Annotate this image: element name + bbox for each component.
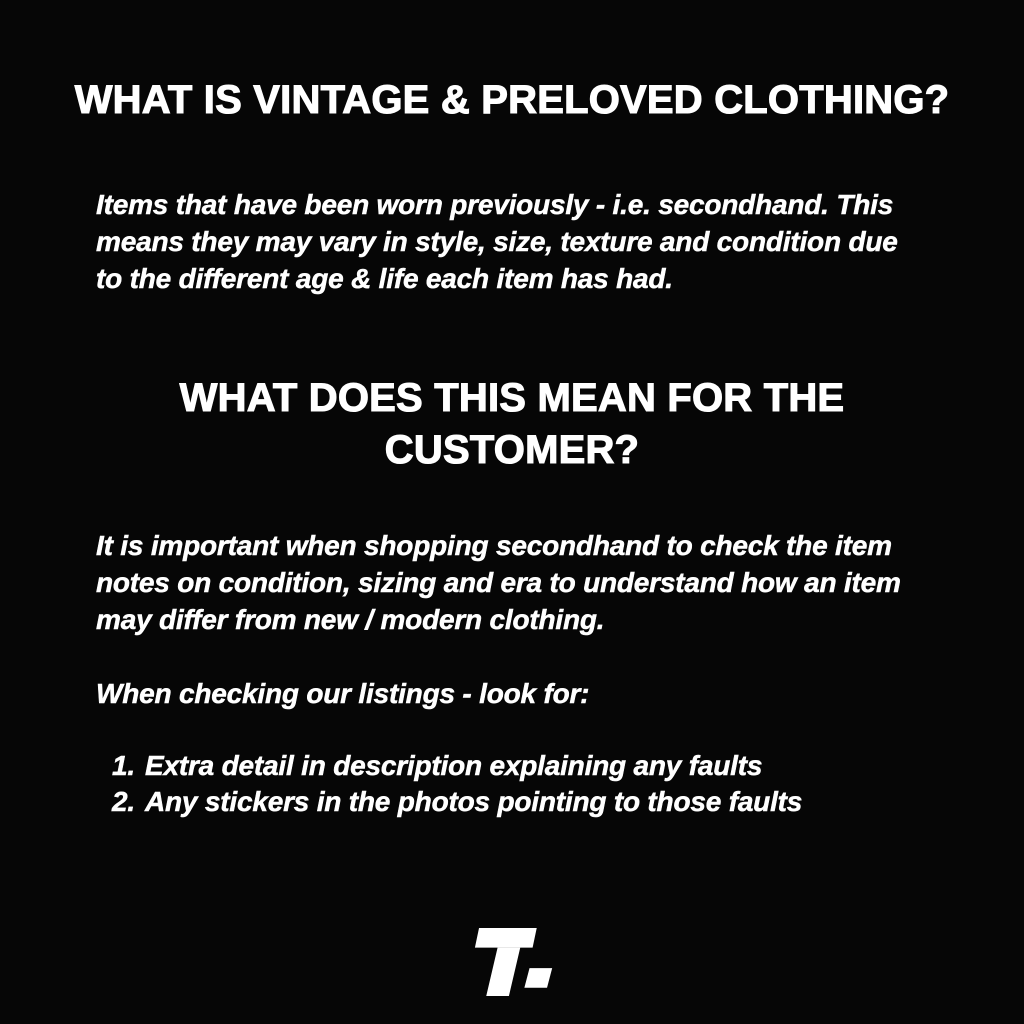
checklist-item-number: 2. xyxy=(112,786,135,817)
logo-t-bar xyxy=(475,928,537,948)
logo-period xyxy=(524,968,552,988)
section-title-line: WHAT DOES THIS MEAN FOR THE xyxy=(179,376,845,420)
logo-t-stem xyxy=(486,948,520,996)
checklist-item xyxy=(103,784,963,820)
brand-logo-icon xyxy=(470,928,554,996)
checklist-item-text: Extra detail in description explaining any faults xyxy=(145,750,763,781)
intro-line: to the different age & life each item has had. xyxy=(96,263,673,294)
intro-paragraph xyxy=(96,186,956,297)
intro-line: means they may vary in style, size, texture and condition due xyxy=(96,226,898,257)
customer-info-line: notes on condition, sizing and era to understand how an item xyxy=(96,567,901,598)
listings-intro-text: When checking our listings - look for: xyxy=(96,678,590,709)
customer-info-line: It is important when shopping secondhand to check the item xyxy=(96,530,892,561)
customer-info-line: may differ from new / modern clothing. xyxy=(96,604,605,635)
section-title-customer xyxy=(0,372,1024,476)
page-title: WHAT IS VINTAGE & PRELOVED CLOTHING? xyxy=(74,78,950,122)
intro-line: Items that have been worn previously - i.e. secondhand. This xyxy=(96,189,894,220)
checklist-item-text: Any stickers in the photos pointing to those faults xyxy=(145,786,803,817)
checklist-item-number: 1. xyxy=(112,750,135,781)
checklist-item xyxy=(103,748,963,784)
checklist xyxy=(103,748,963,820)
customer-info-paragraph xyxy=(96,527,956,638)
section-title-line: CUSTOMER? xyxy=(384,428,640,472)
